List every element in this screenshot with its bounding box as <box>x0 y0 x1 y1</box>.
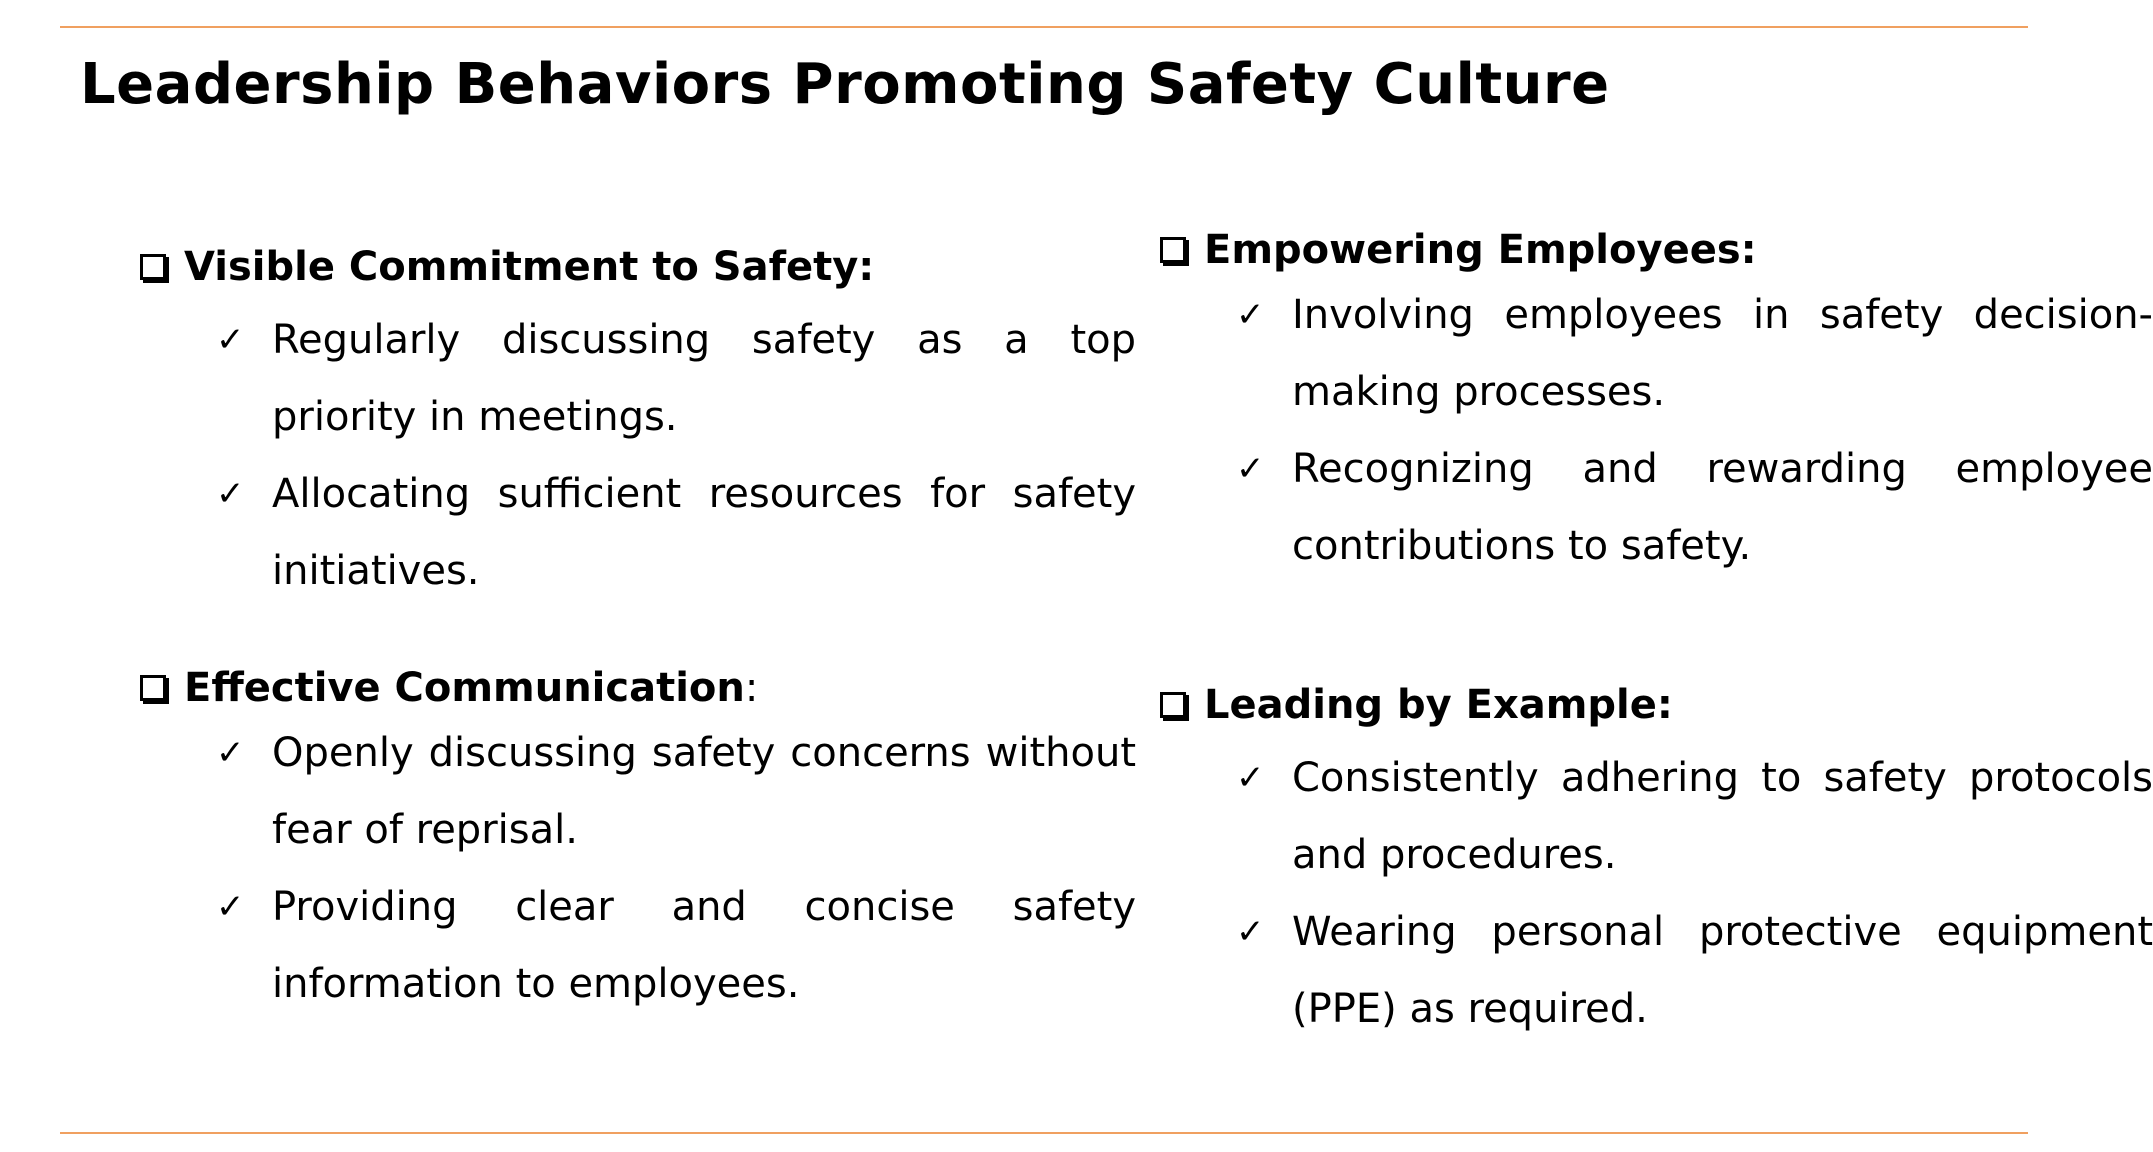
list-item <box>1236 277 2153 431</box>
list-item-text: Providing clear and concise safety information to employees. <box>272 884 1136 1007</box>
checkbox-square-icon <box>1160 692 1186 718</box>
section-empowering-employees <box>1160 227 2153 585</box>
top-divider <box>60 26 2028 28</box>
section-heading-text: Effective Communication <box>184 665 745 711</box>
section-effective-communication <box>140 665 1136 1023</box>
section-heading <box>140 244 1136 290</box>
section-heading-text: Leading by Example: <box>1204 682 1673 728</box>
section-heading-text: Empowering Employees: <box>1204 227 1757 273</box>
bottom-divider <box>60 1132 2028 1134</box>
list-item <box>216 456 1136 610</box>
list-item <box>216 869 1136 1023</box>
list-item <box>1236 894 2153 1048</box>
list-item <box>216 715 1136 869</box>
checkmark-icon: ✓ <box>216 320 245 360</box>
checkmark-icon: ✓ <box>1236 912 1265 952</box>
section-heading <box>140 665 1136 711</box>
checkmark-icon: ✓ <box>216 733 245 773</box>
list-item-text: Regularly discussing safety as a top priority in meetings. <box>272 317 1136 440</box>
checkmark-icon: ✓ <box>1236 449 1265 489</box>
checkbox-square-icon <box>140 254 166 280</box>
checkmark-icon: ✓ <box>1236 758 1265 798</box>
checkmark-icon: ✓ <box>216 887 245 927</box>
section-heading <box>1160 682 2153 728</box>
page-title: Leadership Behaviors Promoting Safety Culture <box>80 52 1610 117</box>
checkmark-icon: ✓ <box>1236 295 1265 335</box>
bullet-list <box>216 715 1136 1023</box>
section-heading-text: Visible Commitment to Safety: <box>184 244 875 290</box>
list-item-text: Allocating sufficient resources for safety initiatives. <box>272 471 1136 594</box>
section-heading-suffix: : <box>744 665 759 711</box>
list-item-text: Recognizing and rewarding employee contributions to safety. <box>1292 446 2153 569</box>
bullet-list <box>1236 740 2153 1048</box>
list-item <box>1236 431 2153 585</box>
checkmark-icon: ✓ <box>216 474 245 514</box>
section-visible-commitment <box>140 244 1136 610</box>
checkbox-square-icon <box>1160 237 1186 263</box>
section-heading <box>1160 227 2153 273</box>
list-item-text: Consistently adhering to safety protocols and procedures. <box>1292 755 2153 878</box>
list-item-text: Involving employees in safety decision-making processes. <box>1292 292 2153 415</box>
list-item <box>1236 740 2153 894</box>
list-item-text: Wearing personal protective equipment (PPE) as required. <box>1292 909 2153 1032</box>
list-item <box>216 302 1136 456</box>
bullet-list <box>216 302 1136 610</box>
list-item-text: Openly discussing safety concerns without fear of reprisal. <box>272 730 1136 853</box>
bullet-list <box>1236 277 2153 585</box>
checkbox-square-icon <box>140 675 166 701</box>
section-leading-by-example <box>1160 682 2153 1048</box>
